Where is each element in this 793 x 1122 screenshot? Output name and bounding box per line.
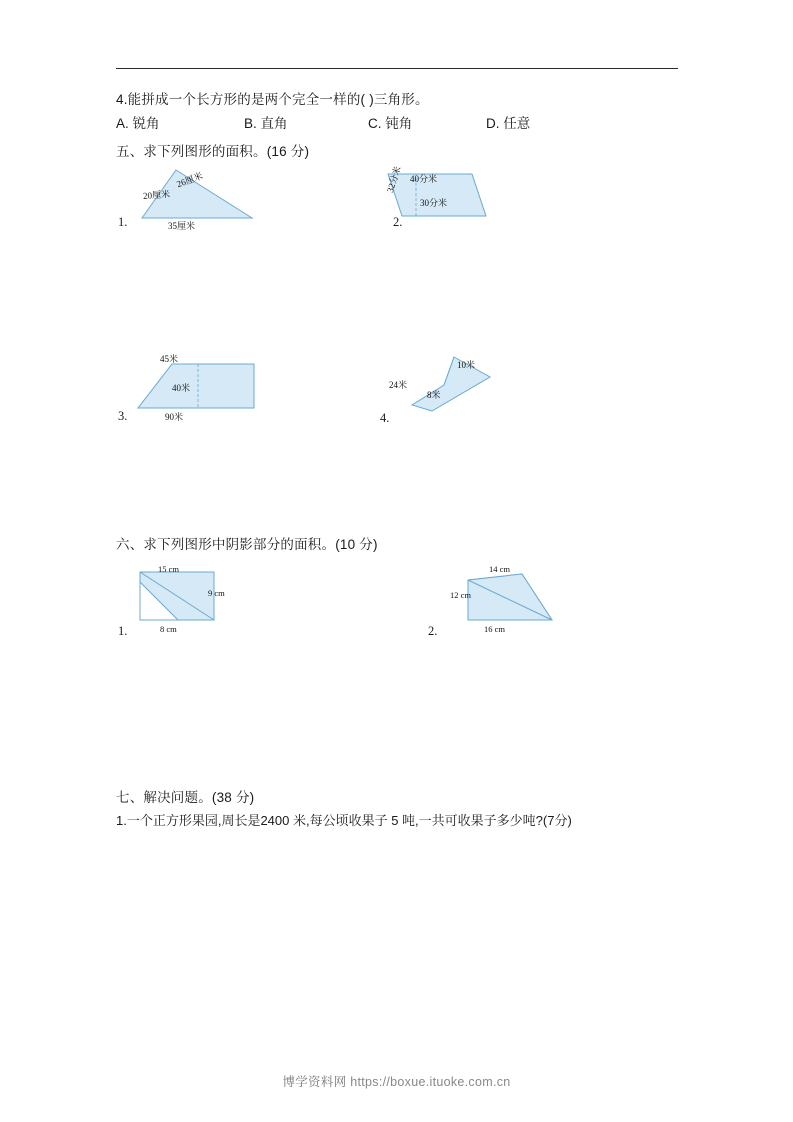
- dim-6-2-a: 14 cm: [489, 564, 511, 574]
- dim-5-3-c: 90米: [165, 412, 184, 422]
- dim-5-4-c: 8米: [427, 390, 441, 400]
- dim-5-3-b: 40米: [172, 383, 191, 393]
- dim-5-2-a: 40分米: [410, 174, 438, 184]
- item-number-5-1: 1.: [118, 215, 128, 229]
- question-4-options: [116, 112, 530, 132]
- dim-5-1-b: 20厘米: [142, 189, 171, 201]
- section-six-heading: 六、求下列图形中阴影部分的面积。(10 分): [116, 537, 378, 552]
- dim-6-2-b: 12 cm: [450, 590, 472, 600]
- dim-5-2-c: 32分米: [384, 164, 403, 194]
- dim-5-3-a: 45米: [160, 354, 179, 364]
- dim-5-2-b: 30分米: [420, 198, 448, 208]
- dim-5-4-a: 10米: [457, 360, 476, 370]
- item-number-6-1: 1.: [118, 624, 128, 638]
- dim-5-1-a: 26厘米: [175, 170, 205, 190]
- dim-5-1-c: 35厘米: [168, 221, 196, 231]
- section-five-heading: 五、求下列图形的面积。(16 分): [116, 144, 310, 159]
- figure-5-4-quadrilateral: [410, 355, 500, 417]
- footer-url: https://boxue.ituoke.com.cn: [350, 1075, 511, 1089]
- dim-5-4-b: 24米: [389, 380, 408, 390]
- header-divider: [116, 68, 678, 69]
- footer-brand: 博学资料网: [282, 1075, 347, 1089]
- section-seven-heading: 七、解决问题。(38 分): [116, 790, 255, 805]
- dim-6-1-b: 9 cm: [208, 588, 225, 598]
- figure-6-2-trapezoid: [466, 572, 560, 626]
- option-a[interactable]: A. 锐角: [116, 116, 160, 131]
- figure-5-3-trapezoid: [136, 360, 258, 414]
- question-4-text: 4.能拼成一个长方形的是两个完全一样的( )三角形。: [116, 92, 429, 107]
- dim-6-2-c: 16 cm: [484, 624, 506, 634]
- item-number-5-2: 2.: [393, 215, 403, 229]
- option-c[interactable]: C. 钝角: [368, 116, 413, 131]
- section-seven-problem-1: 1.一个正方形果园,周长是2400 米,每公顷收果子 5 吨,一共可收果子多少吨?(7分): [116, 813, 572, 828]
- item-number-5-3: 3.: [118, 409, 128, 423]
- item-number-5-4: 4.: [380, 411, 390, 425]
- item-number-6-2: 2.: [428, 624, 438, 638]
- dim-6-1-c: 8 cm: [160, 624, 177, 634]
- dim-6-1-a: 15 cm: [158, 564, 180, 574]
- footer: [0, 1072, 793, 1090]
- option-b[interactable]: B. 直角: [244, 116, 288, 131]
- option-d[interactable]: D. 任意: [486, 116, 531, 131]
